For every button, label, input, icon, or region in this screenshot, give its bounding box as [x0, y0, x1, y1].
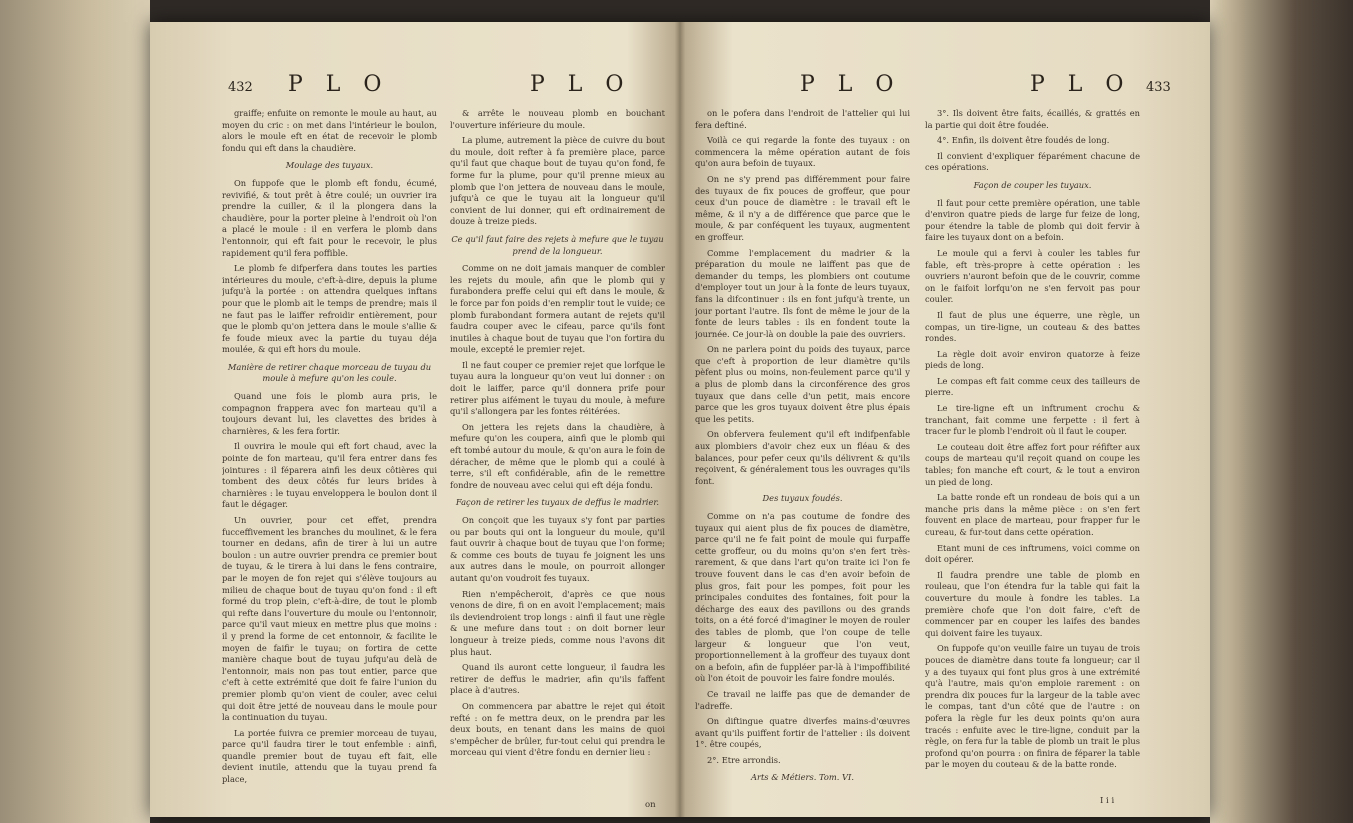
- paragraph: Un ouvrier, pour cet effet, prendra fucceffivement les branches du moulinet, & le fera tourner en dedans, afin de tirer à lui un autre boulon : un autre ouvrier prendra ce premier bout de tuyau, & le tirera à lui dans le fens contraire, par le moyen de fon rejet qui s'élève toujours au milieu de chaque bout de tuyau qu'on fond : il eft formé du trop plein, c'eft-à-dire, de tout le plomb qui refte dans l'ouverture du moule ou l'entonnoir, parce qu'il vaut mieux en mettre plus que moins : il y prend la forme de cet entonnoir, & facilite le moyen de faifir le tuyau; on fortira de cette manière chaque bout de tuyau jufqu'au delà de l'entonnoir, mais non pas tout entier, parce que c'eft à cette extrémité que doit fe faire l'union du premier plomb qu'on vient de couler, avec celui qui doit être jetté de nouveau dans le moule pour la continuation du tuyau.: [222, 515, 437, 723]
- paragraph: Comme on n'a pas coutume de fondre des tuyaux qui aient plus de fix pouces de diamètre, parce qu'il ne fe fait point de moule qui furpaffe cette groffeur, ou du moins qu'on s'en fert très-rarement, & que dans l'art qu'on traite ici l'on fe trouve fouvent dans le cas d'en avoir befoin de plus gros, fait pour les pompes, foit pour les principales conduites des fontaines, foit pour la décharge des eaux des pavillons ou des grands toits, on a été forcé d'imaginer le moyen de rouler des tables de plomb, que l'on coupe de telle largeur & longueur que l'on veut, proportionnellement à la groffeur des tuyaux dont on a befoin, afin de fuppléer par-là à l'impoffibilité où l'on étoit de pouvoir les faire fondre moulés.: [695, 511, 910, 684]
- section-heading: Des tuyaux foudés.: [762, 493, 843, 504]
- paragraph: Le tire-ligne eft un inftrument crochu & tranchant, fait comme une ferpette : il fert à tracer fur le plomb l'endroit où il faut le couper.: [925, 403, 1140, 437]
- section-heading: Arts & Métiers. Tom. VI.: [751, 772, 854, 783]
- paragraph: Il ouvrira le moule qui eft fort chaud, avec la pointe de fon marteau, qu'il fera entrer dans fes jointures : il féparera ainfi les deux côtières qui tombent des deux côtés fur leurs brides à charnières : le tuyau enveloppera le boulon dont il faut le dégager.: [222, 441, 437, 510]
- paragraph: La portée fuivra ce premier morceau de tuyau, parce qu'il faudra tirer le tout enfemble : ainfi, quandle premier bout de tuyau eft fait, elle devient inutile, attendu que la tuyau prend fa place,: [222, 727, 437, 785]
- paragraph: Quand une fois le plomb aura pris, le compagnon frappera avec fon marteau qu'il a toujours devant lui, les clavettes des brides à charnières, & les fera fortir.: [222, 391, 437, 436]
- page-header-left: [228, 72, 428, 102]
- section-heading: Façon de retirer les tuyaux de deffus le madrier.: [455, 497, 660, 508]
- paragraph: 3°. Ils doivent être faits, écaillés, & grattés en la partie qui doit être foudée.: [925, 108, 1140, 130]
- paragraph: Il convient d'expliquer féparément chacune de ces opérations.: [925, 150, 1140, 173]
- paragraph: Quand ils auront cette longueur, il faudra les retirer de deffus le madrier, afin qu'ils faffent place à d'autres.: [450, 662, 665, 696]
- running-title-left: P L O: [288, 72, 390, 97]
- paragraph: Rien n'empêcheroit, d'après ce que nous venons de dire, fi on en avoit l'emplacement; mais ils deviendroient trop longs : ainfi il faut une règle & une mefure dans tout : on doit borner leur longueur à treize pieds, comme nous l'avons dit plus haut.: [450, 588, 665, 657]
- paragraph: on le pofera dans l'endroit de l'attelier qui lui fera deftiné.: [695, 108, 910, 130]
- paragraph: La plume, autrement la pièce de cuivre du bout du moule, doit refter à fa première place, parce qu'il faut que chaque bout de tuyau qu'on fond, fe forme fur la plume, pour qu'il prenne mieux au plomb que l'on jettera de nouveau dans le moule, jufqu'à ce que le tuyau ait la longueur qu'il convient de lui donner, qui eft ordinairement de douze à treize pieds.: [450, 135, 665, 227]
- paragraph: Il faut pour cette première opération, une table d'environ quatre pieds de large fur feize de long, pour étendre la table de plomb qui doit fervir à faire les tuyaux dont on a befoin.: [925, 197, 1140, 243]
- paragraph: Voilà ce qui regarde la fonte des tuyaux : on commencera la même opération autant de fois qu'on aura befoin de tuyaux.: [695, 135, 910, 169]
- paragraph: Le compas eft fait comme ceux des tailleurs de pierre.: [925, 375, 1140, 398]
- paragraph: & arrête le nouveau plomb en bouchant l'ouverture inférieure du moule.: [450, 108, 665, 130]
- paragraph: Le couteau doit être affez fort pour réfifter aux coups de marteau qu'il reçoit quand on coupe les tables; fon manche eft court, & le tout a environ un pied de long.: [925, 441, 1140, 487]
- paragraph: On ne s'y prend pas différemment pour faire des tuyaux de fix pouces de groffeur, que pour ceux d'un pouce de diamètre : le travail eft le même, & il n'y a de différence que parce que le moule, & par conféquent les tuyaux, augmentent en groffeur.: [695, 173, 910, 242]
- text-column-3: [695, 108, 910, 790]
- paragraph: 4°. Enfin, ils doivent être foudés de long.: [937, 135, 1110, 146]
- paragraph: On obfervera feulement qu'il eft indifpenfable aux plombiers d'avoir chez eux un fléau & des balances, pour pefer ceux qu'ils délivrent & qu'ils reçoivent, & généralement tous les ouvrages qu'ils font.: [695, 429, 910, 486]
- catchword-left: on: [645, 800, 656, 810]
- text-column-2: [450, 108, 665, 763]
- paragraph: On conçoit que les tuyaux s'y font par parties ou par bouts qui ont la longueur du moule, qu'il faut ouvrir à chaque bout de tuyau que l'on forme; & comme ces bouts de tuyau fe joignent les uns aux autres dans le moule, on pourroit allonger autant qu'on voudroit fes tuyaux.: [450, 515, 665, 583]
- page-header-right: [800, 72, 920, 102]
- section-heading: Ce qu'il faut faire des rejets à mefure que le tuyau prend de la longueur.: [451, 233, 664, 256]
- section-heading: Manière de retirer chaque morceau de tuyau du moule à mefure qu'on les coule.: [227, 361, 432, 384]
- book-spread: [150, 22, 1210, 817]
- signature-mark: I i i: [1100, 796, 1115, 806]
- paragraph: On commencera par abattre le rejet qui étoit refté : on fe mettra deux, on le prendra par les deux bouts, en tenant dans les mains de quoi s'empêcher de brûler, fur-tout celui qui prendra le morceau qui vient d'être fondu en dernier lieu :: [450, 700, 665, 758]
- paragraph: Ce travail ne laiffe pas que de demander de l'adreffe.: [695, 688, 910, 711]
- section-heading: Façon de couper les tuyaux.: [973, 179, 1092, 190]
- paragraph: On fuppofe qu'on veuille faire un tuyau de trois pouces de diamètre dans toute fa longueur; car il y a des tuyaux qui font plus gros à une extrémité qu'à l'autre, mais qu'on emploie rarement : on prendra dix pouces fur la largeur de la table avec le compas, tant d'un côté que de l'autre : on pofera la règle fur les deux points qu'on aura tracés : enfuite avec le tire-ligne, conduit par la règle, on fera fur la table de plomb un trait le plus profond qu'on pourra : on finira de féparer la table par le moyen du couteau & de la batte ronde.: [925, 643, 1140, 770]
- text-column-4: [925, 108, 1140, 775]
- paragraph: La règle doit avoir environ quatorze à feize pieds de long.: [925, 348, 1140, 371]
- text-column-1: [222, 108, 437, 790]
- page-header-right-2: [1030, 72, 1190, 102]
- paragraph: 2°. Etre arrondis.: [707, 754, 781, 765]
- paragraph: On fuppofe que le plomb eft fondu, écumé, revivifié, & tout prêt à être coulé; un ouvrier ira prendre la cuiller, & il la plongera dans la chaudière, pour la porter pleine à l'endroit où l'on a placé le moule : il en verfera le plomb dans l'entonnoir, qui eft fait pour le recevoir, le plus rapidement qu'il fera poffible.: [222, 177, 437, 258]
- running-title-right-2: P L O: [1030, 72, 1132, 97]
- running-title-left-2: P L O: [530, 72, 632, 97]
- paragraph: Il faudra prendre une table de plomb en rouleau, que l'on étendra fur la table qui fait la couverture du moule à fondre les tables. La première chofe que l'on doit faire, c'eft de commencer par en couper les laifes des bandes qui doivent faire les tuyaux.: [925, 569, 1140, 638]
- paragraph: Comme on ne doit jamais manquer de combler les rejets du moule, afin que le plomb qui y furabondera preffe celui qui eft dans le moule, & le force par fon poids d'en remplir tout le vuide; ce plomb furabondant formera autant de rejets qu'il faudra couper avec le cifeau, parce qu'ils font inutiles à chaque bout de tuyau que l'on fortira du moule, excepté le premier rejet.: [450, 263, 665, 355]
- paragraph: Etant muni de ces inftrumens, voici comme on doit opérer.: [925, 542, 1140, 565]
- paragraph: Il ne faut couper ce premier rejet que lorfque le tuyau aura la longueur qu'on veut lui donner : on doit le laiffer, parce qu'il donnera prife pour retirer plus aifément le tuyau du moule, à mefure qu'il s'allongera par les fontes réitérées.: [450, 359, 665, 417]
- paragraph: Comme l'emplacement du madrier & la préparation du moule ne laiffent pas que de demander du temps, les plombiers ont coutume d'employer tout un jour à la fonte de leurs tuyaux, fans la difcontinuer : ils en font jufqu'à trente, un jour portant l'autre. Ils font de même le jour de la fonte de leurs tables : ils en fondent toute la journée. Ce jour-là on double la paie des ouvriers.: [695, 247, 910, 339]
- paragraph: La batte ronde eft un rondeau de bois qui a un manche pris dans la même pièce : on s'en fert fouvent en place de marteau, pour frapper fur le cureau, & fur-tout dans cette opération.: [925, 492, 1140, 537]
- book-cover-right: [1210, 0, 1353, 823]
- paragraph: On ne parlera point du poids des tuyaux, parce que c'eft à proportion de leur diamètre qu'ils pèfent plus ou moins, non-feulement parce qu'il y a plus de plomb dans la circonférence des gros tuyaux que dans celle d'un petit, mais encore parce que les gros tuyaux doivent être plus épais que les petits.: [695, 344, 910, 424]
- paragraph: On jettera les rejets dans la chaudière, à mefure qu'on les coupera, ainfi que le plomb qui eft tombé autour du moule, & qu'on aura le foin de déracher, de même que le plomb qui a coulé à terre, s'il eft confidérable, afin de le remettre fondre de nouveau avec celui qui eft déja fondu.: [450, 421, 665, 490]
- section-heading: Moulage des tuyaux.: [285, 160, 374, 171]
- paragraph: On diftingue quatre diverfes mains-d'œuvres avant qu'ils puiffent fortir de l'attelier : ils doivent 1°. être coupés,: [695, 716, 910, 750]
- running-title-right: P L O: [800, 72, 902, 97]
- paragraph: Le moule qui a fervi à couler les tables fur fable, eft très-propre à cette opération : les ouvriers n'auront befoin que de le couvrir, comme on le faifoit lorfqu'on ne s'en fervoit pas pour couler.: [925, 247, 1140, 305]
- page-header-left-2: [530, 72, 650, 102]
- paragraph: Le plomb fe difperfera dans toutes les parties intérieures du moule, c'eft-à-dire, depuis la plume jufqu'à la portée : on attendra quelques inftans pour que le plomb ait le temps de prendre; mais il ne faut pas le laiffer refroidir entièrement, pour que le plomb qu'on jettera dans le moule s'allie & fe foude mieux avec la partie du tuyau déja moulée, & qui eft hors du moule.: [222, 263, 437, 355]
- page-number-right: 433: [1146, 80, 1171, 95]
- paragraph: graiffe; enfuite on remonte le moule au haut, au moyen du cric : on met dans l'intérieur le boulon, alors le moule eft en état de recevoir le plomb fondu qui eft dans la chaudière.: [222, 108, 437, 153]
- paragraph: Il faut de plus une équerre, une règle, un compas, un tire-ligne, un couteau & des battes rondes.: [925, 309, 1140, 344]
- book-cover-left: [0, 0, 150, 823]
- page-number-left: 432: [228, 80, 253, 95]
